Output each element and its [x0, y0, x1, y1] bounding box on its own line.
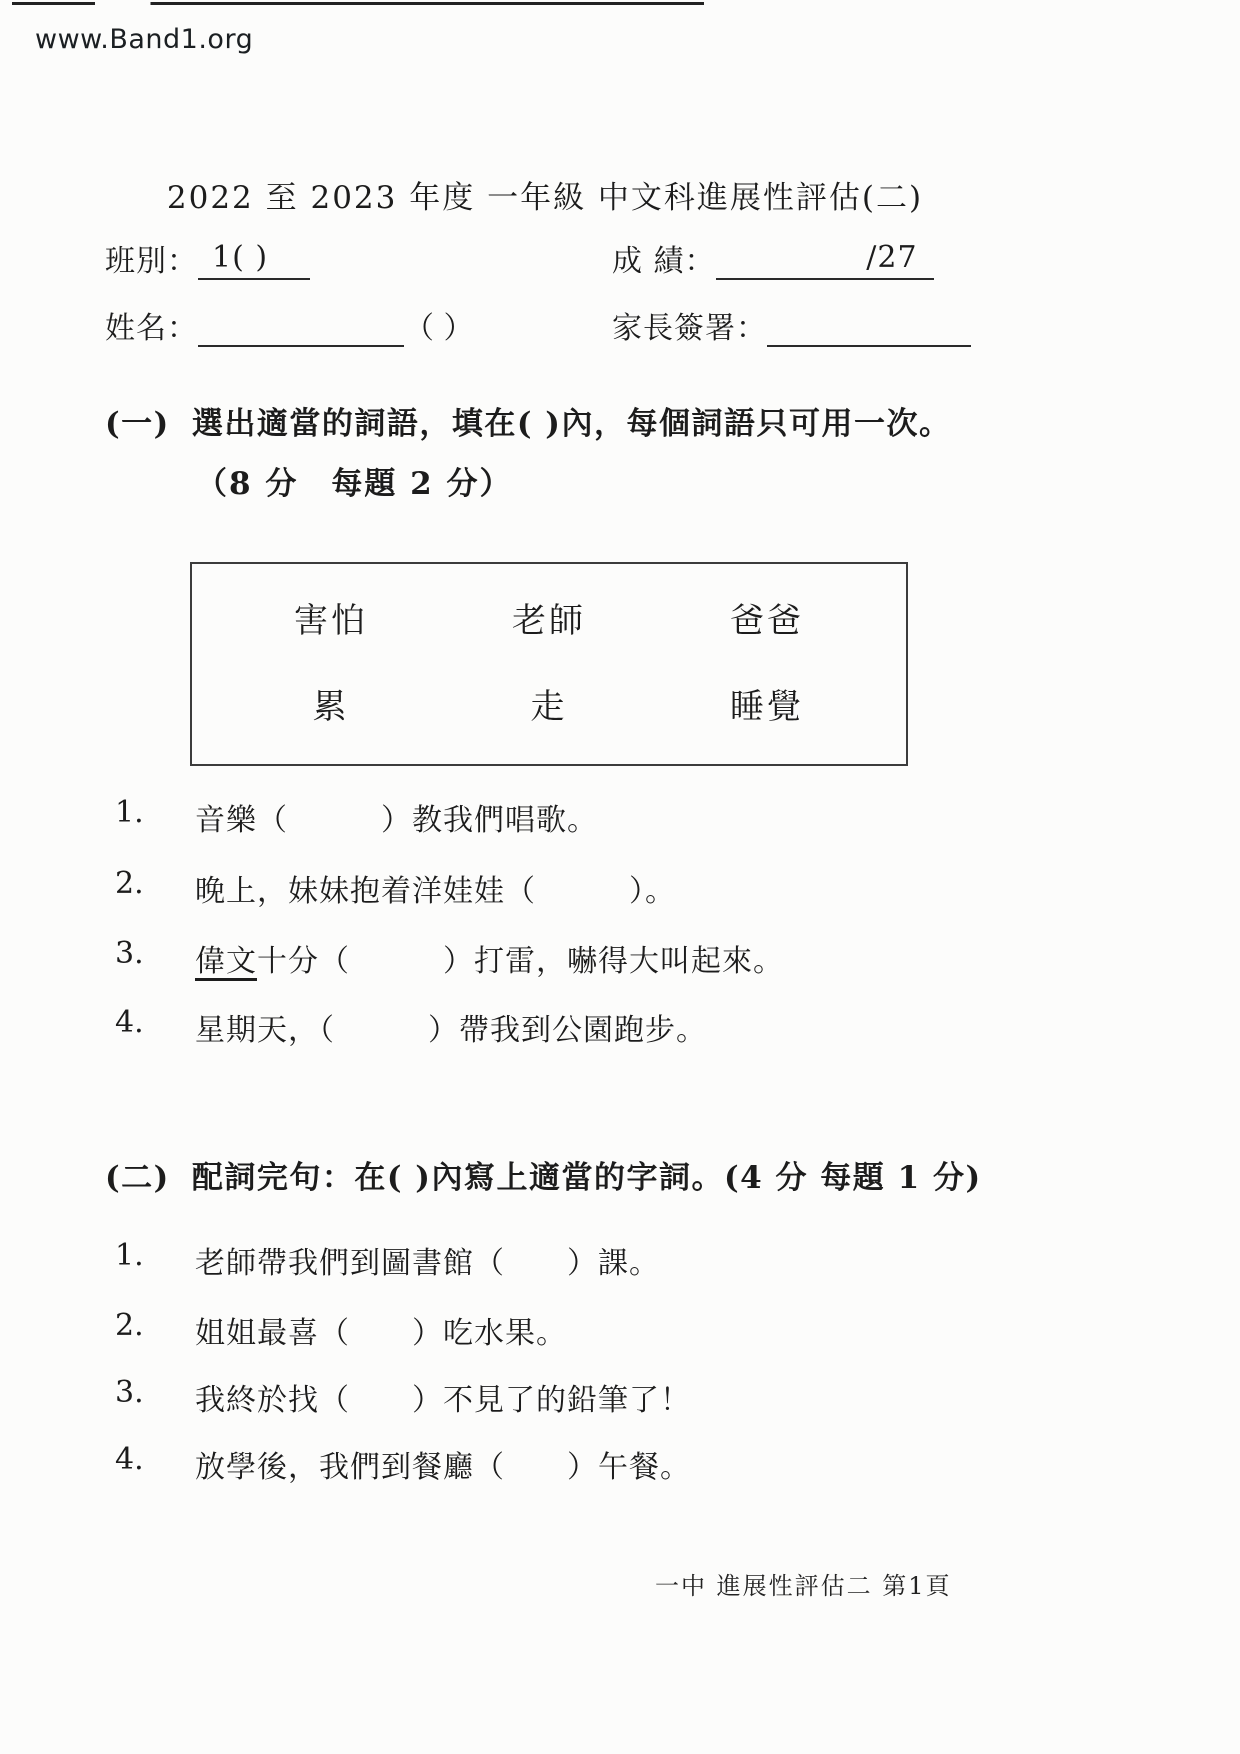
section2-question-3 — [115, 1375, 691, 1419]
page-footer: 一中 進展性評估二 第1頁 — [655, 1572, 952, 1600]
section1-heading — [105, 398, 951, 443]
word-bank-item: 爸爸 — [730, 600, 804, 641]
question-number: 2. — [115, 866, 144, 901]
section1-question-2 — [115, 866, 676, 910]
word-bank-box — [190, 562, 908, 766]
section2-instruction: 配詞完句：在( )內寫上適當的字詞。(4 分 每題 1 分) — [191, 1160, 982, 1196]
section1-question-4 — [115, 1005, 707, 1049]
question-number: 3. — [115, 1375, 144, 1410]
class-label: 班別： — [105, 244, 198, 279]
page-title: 2022 至 2023 年度 一年級 中文科進展性評估(二) — [166, 180, 924, 216]
question-number: 4. — [115, 1005, 144, 1040]
question-text: 晚上，妹妹抱着洋娃娃（ ）。 — [195, 874, 676, 909]
name-label: 姓名： — [105, 311, 198, 346]
section2-heading — [105, 1152, 982, 1197]
score-field — [716, 240, 934, 280]
question-text: 星期天，（ ）帶我到公園跑步。 — [195, 1013, 707, 1048]
name-paren: （ ） — [404, 311, 474, 346]
word-bank-item: 老師 — [512, 600, 586, 641]
section1-instruction: 選出適當的詞語，填在( )內，每個詞語只可用一次。 — [191, 406, 952, 442]
class-row — [105, 236, 310, 280]
word-bank-item: 睡覺 — [730, 686, 804, 727]
name-field — [198, 307, 404, 347]
question-text: 音樂（ ）教我們唱歌。 — [195, 803, 598, 838]
question-number: 4. — [115, 1442, 144, 1477]
class-field: 1( ) — [198, 240, 310, 280]
section2-question-4 — [115, 1442, 691, 1486]
question-number: 1. — [115, 1238, 144, 1273]
question-text: 放學後，我們到餐廳（ ）午餐。 — [195, 1450, 691, 1485]
section2-question-2 — [115, 1308, 567, 1352]
section1-question-1 — [115, 795, 598, 839]
section1-question-3 — [115, 936, 784, 980]
word-bank-item: 走 — [530, 686, 568, 727]
section1-number: (一) — [105, 406, 170, 442]
signature-label: 家長簽署： — [612, 311, 767, 346]
section1-points: （8 分 每題 2 分） — [196, 466, 513, 502]
signature-field — [767, 307, 971, 347]
question-number: 1. — [115, 795, 144, 830]
score-row — [612, 236, 934, 280]
question-text: 老師帶我們到圖書館（ ）課。 — [195, 1246, 660, 1281]
section2-question-1 — [115, 1238, 660, 1282]
question-text: 姐姐最喜（ ）吃水果。 — [195, 1316, 567, 1351]
score-label: 成 績： — [612, 244, 716, 279]
question-number: 3. — [115, 936, 144, 971]
question-text: 偉文十分（ ）打雷，嚇得大叫起來。 — [195, 944, 784, 979]
word-bank-item: 累 — [312, 686, 350, 727]
name-row — [105, 303, 474, 347]
signature-row — [612, 303, 971, 347]
question-text: 我終於找（ ）不見了的鉛筆了！ — [195, 1383, 691, 1418]
watermark: www.Band1.org — [35, 24, 254, 55]
scan-edge-artifact — [12, 2, 704, 5]
word-bank-item: 害怕 — [294, 600, 368, 641]
section2-number: (二) — [105, 1160, 170, 1196]
score-total: /27 — [866, 240, 918, 275]
question-number: 2. — [115, 1308, 144, 1343]
